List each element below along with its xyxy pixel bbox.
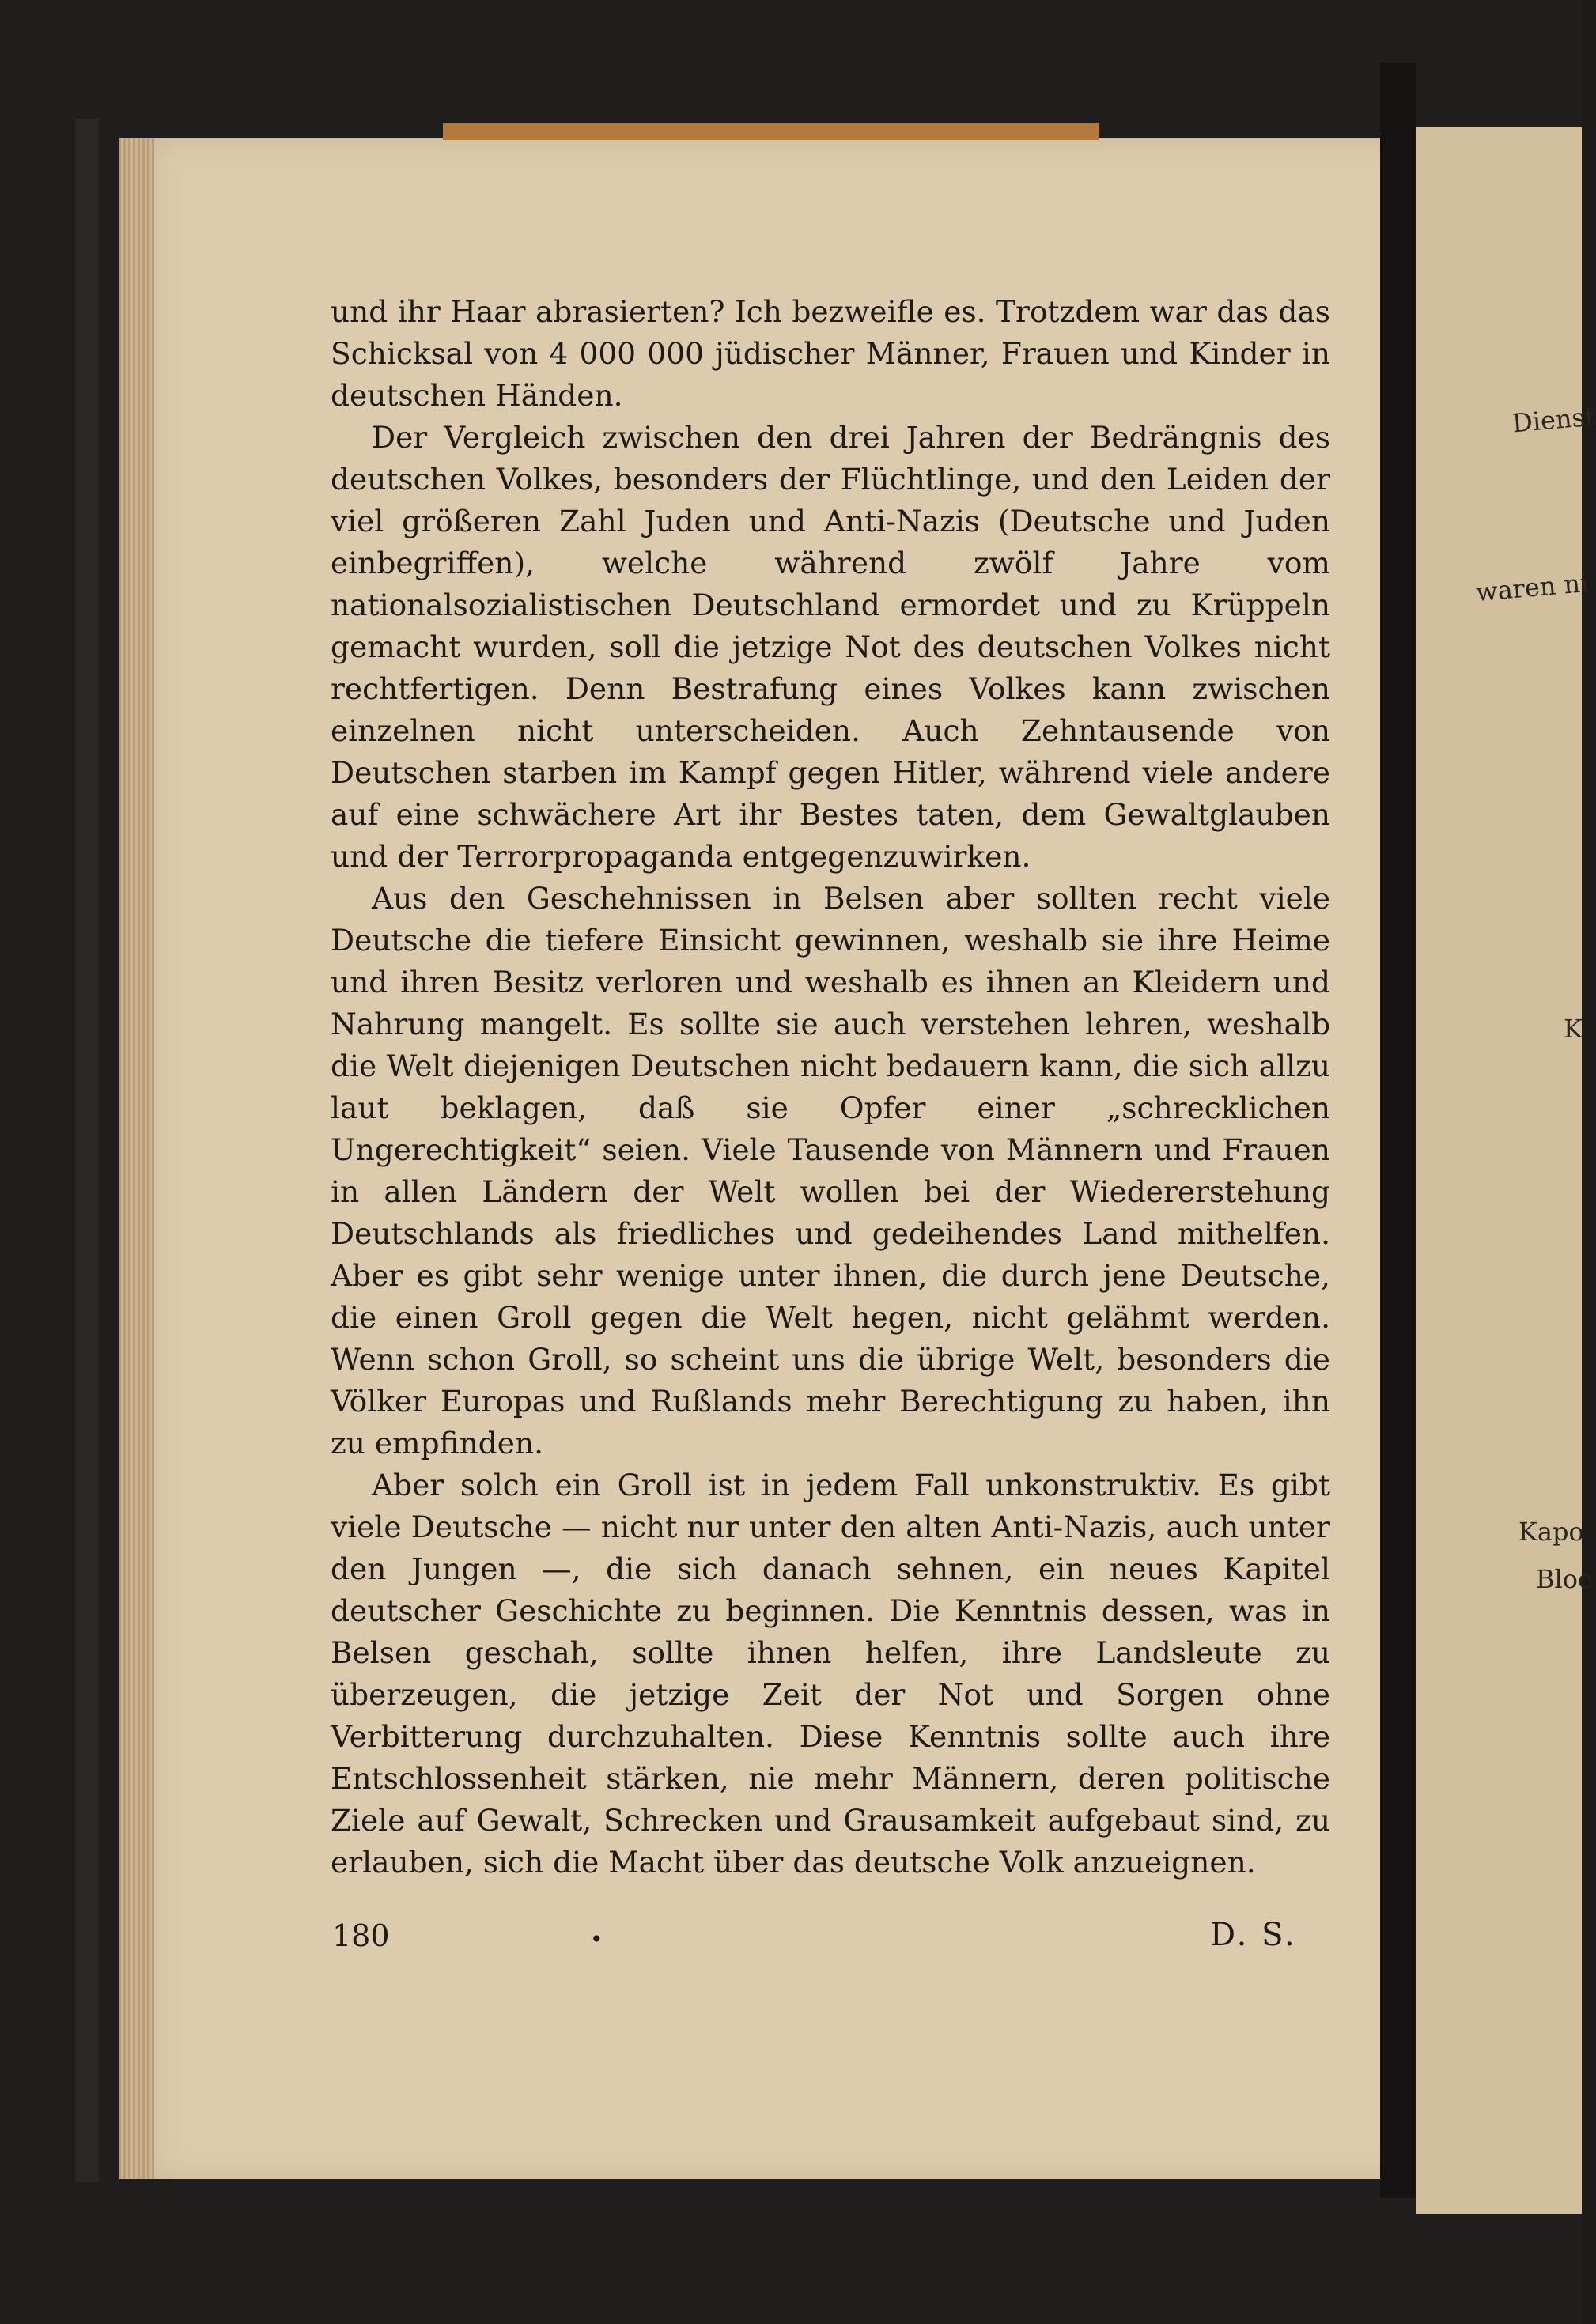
footer-dot: •: [590, 1926, 603, 1952]
signature-mark: D. S.: [1210, 1917, 1297, 1953]
paragraph: Aus den Geschehnissen in Belsen aber sollten recht viele Deutsche die tiefere Einsicht gewinnen, weshalb sie ihre Heime und ihren Besitz verloren und weshalb es ihnen an Kleidern und Nahrung mangelt. Es sollte sie auch verstehen lehren, weshalb die Welt diejenigen Deutschen nicht bedauern kann, die sich allzu laut beklagen, daß sie Opfer einer „schrecklichen Ungerechtigkeit“ seien. Viele Tausende von Männern und Frauen in allen Ländern der Welt wollen bei der Wiedererstehung Deutschlands als friedliches und gedeihendes Land mithelfen. Aber es gibt sehr wenige unter ihnen, die durch jene Deutsche, die einen Groll gegen die Welt hegen, nicht gelähmt werden. Wenn schon Groll, so scheint uns die übrige Welt, besonders die Völker Europas und Rußlands mehr Berechtigung zu haben, ihn zu empfinden.: [331, 881, 1330, 1461]
page-body-text: [331, 291, 1330, 1884]
right-page: [1416, 127, 1582, 2214]
paragraph: und ihr Haar abrasierten? Ich bezweifle es. Trotzdem war das das Schicksal von 4 000 000 jüdischer Männer, Frauen und Kinder in deutschen Händen.: [331, 294, 1330, 413]
page-number: 180: [332, 1918, 390, 1953]
right-page-fragment: waren ni: [1474, 567, 1590, 608]
right-page-fragment: Kapo: [1518, 1517, 1584, 1547]
right-page-fragment: Bloc: [1536, 1564, 1592, 1594]
right-page-fragment: K: [1564, 1014, 1583, 1044]
right-page-fragment: Dienst: [1511, 401, 1596, 439]
book-cover-edge: [75, 119, 99, 2182]
page-edge: [119, 138, 154, 2179]
paragraph: Der Vergleich zwischen den drei Jahren der Bedrängnis des deutschen Volkes, besonders der Flüchtlinge, und den Leiden der viel größeren Zahl Juden und Anti-Nazis (Deutsche und Juden einbegriffen), welche während zwölf Jahre vom nationalsozialistischen Deutschland ermordet und zu Krüppeln gemacht wurden, soll die jetzige Not des deutschen Volkes nicht rechtfertigen. Denn Bestrafung eines Volkes kann zwischen einzelnen nicht unterscheiden. Auch Zehntausende von Deutschen starben im Kampf gegen Hitler, während viele andere auf eine schwächere Art ihr Bestes taten, dem Gewaltglauben und der Terrorpropaganda entgegenzuwirken.: [331, 420, 1330, 874]
book-spine: [1380, 63, 1416, 2198]
paragraph: Aber solch ein Groll ist in jedem Fall unkonstruktiv. Es gibt viele Deutsche — nicht nur unter den alten Anti-Nazis, auch unter den Jungen —, die sich danach sehnen, ein neues Kapitel deutscher Geschichte zu beginnen. Die Kenntnis dessen, was in Belsen geschah, sollte ihnen helfen, ihre Landsleute zu überzeugen, die jetzige Zeit der Not und Sorgen ohne Verbitterung durchzuhalten. Diese Kenntnis sollte auch ihre Entschlossenheit stärken, nie mehr Männern, deren politische Ziele auf Gewalt, Schrecken und Grausamkeit aufgebaut sind, zu erlauben, sich die Macht über das deutsche Volk anzueignen.: [331, 1468, 1330, 1880]
binding-strip: [443, 123, 1099, 140]
